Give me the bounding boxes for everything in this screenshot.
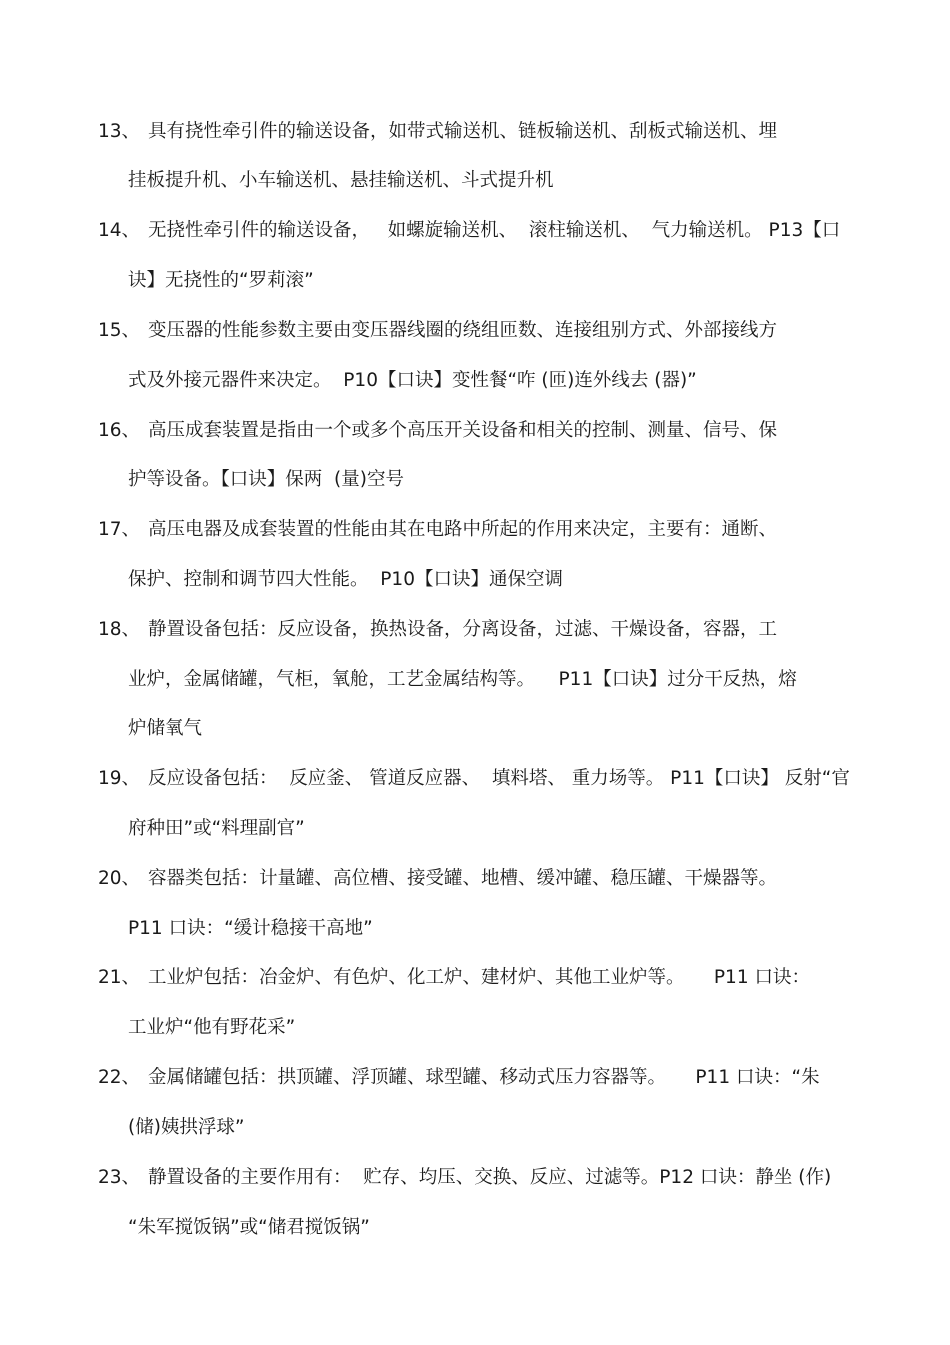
item-text-line: 高压电器及成套装置的性能由其在电路中所起的作用来决定，主要有：通断、 xyxy=(148,519,778,540)
item-number: 21、 xyxy=(98,967,141,988)
item-number: 23、 xyxy=(98,1167,141,1188)
item-text-line: 工业炉包括：冶金炉、有色炉、化工炉、建材炉、其他工业炉等。 P11 口诀： xyxy=(148,967,810,988)
item-text-line: 挂板提升机、小车输送机、悬挂输送机、斗式提升机 xyxy=(128,170,554,191)
item-text-line: (储)姨拱浮球” xyxy=(128,1117,245,1138)
item-text-line: 炉储氧气 xyxy=(128,718,203,739)
item-number: 15、 xyxy=(98,320,141,341)
item-number: 18、 xyxy=(98,619,141,640)
item-text-line: 具有挠性牵引件的输送设备，如带式输送机、链板输送机、刮板式输送机、埋 xyxy=(148,121,778,142)
item-text-line: 金属储罐包括：拱顶罐、浮顶罐、球型罐、移动式压力容器等。 P11 口诀：“朱 xyxy=(148,1067,820,1088)
item-text-line: 无挠性牵引件的输送设备， 如螺旋输送机、 滚柱输送机、 气力输送机。 P13【口 xyxy=(148,220,841,241)
item-text-line: 式及外接元器件来决定。 P10【口诀】变性餐“咋 (匝)连外线去 (器)” xyxy=(128,370,697,391)
item-text-line: 静置设备包括：反应设备，换热设备，分离设备，过滤、干燥设备，容器，工 xyxy=(148,619,778,640)
item-text-line: 反应设备包括： 反应釜、 管道反应器、 填料塔、 重力场等。 P11【口诀】 反射“官 xyxy=(148,768,850,789)
item-number: 22、 xyxy=(98,1067,141,1088)
item-text-line: 容器类包括：计量罐、高位槽、接受罐、地槽、缓冲罐、稳压罐、干燥器等。 xyxy=(148,868,778,889)
item-number: 20、 xyxy=(98,868,141,889)
item-text-line: 高压成套装置是指由一个或多个高压开关设备和相关的控制、测量、信号、保 xyxy=(148,420,778,441)
item-text-line: 诀】无挠性的“罗莉滚” xyxy=(128,270,314,291)
item-text-line: 工业炉“他有野花采” xyxy=(128,1017,296,1038)
item-text-line: 府种田”或“料理副官” xyxy=(128,818,305,839)
item-number: 13、 xyxy=(98,121,141,142)
item-number: 17、 xyxy=(98,519,141,540)
item-number: 16、 xyxy=(98,420,141,441)
item-text-line: P11 口诀：“缓计稳接干高地” xyxy=(128,918,373,939)
item-text-line: 变压器的性能参数主要由变压器线圈的绕组匝数、连接组别方式、外部接线方 xyxy=(148,320,778,341)
item-text-line: 静置设备的主要作用有： 贮存、均压、交换、反应、过滤等。P12 口诀：静坐 (作) xyxy=(148,1167,832,1188)
item-text-line: 护等设备。【口诀】保两 (量)空号 xyxy=(128,469,404,490)
item-number: 14、 xyxy=(98,220,141,241)
item-text-line: 保护、控制和调节四大性能。 P10【口诀】通保空调 xyxy=(128,569,563,590)
item-text-line: 业炉，金属储罐，气柜，氧舱，工艺金属结构等。 P11【口诀】过分干反热，熔 xyxy=(128,669,797,690)
item-number: 19、 xyxy=(98,768,141,789)
item-text-line: “朱军搅饭锅”或“储君搅饭锅” xyxy=(128,1217,370,1238)
